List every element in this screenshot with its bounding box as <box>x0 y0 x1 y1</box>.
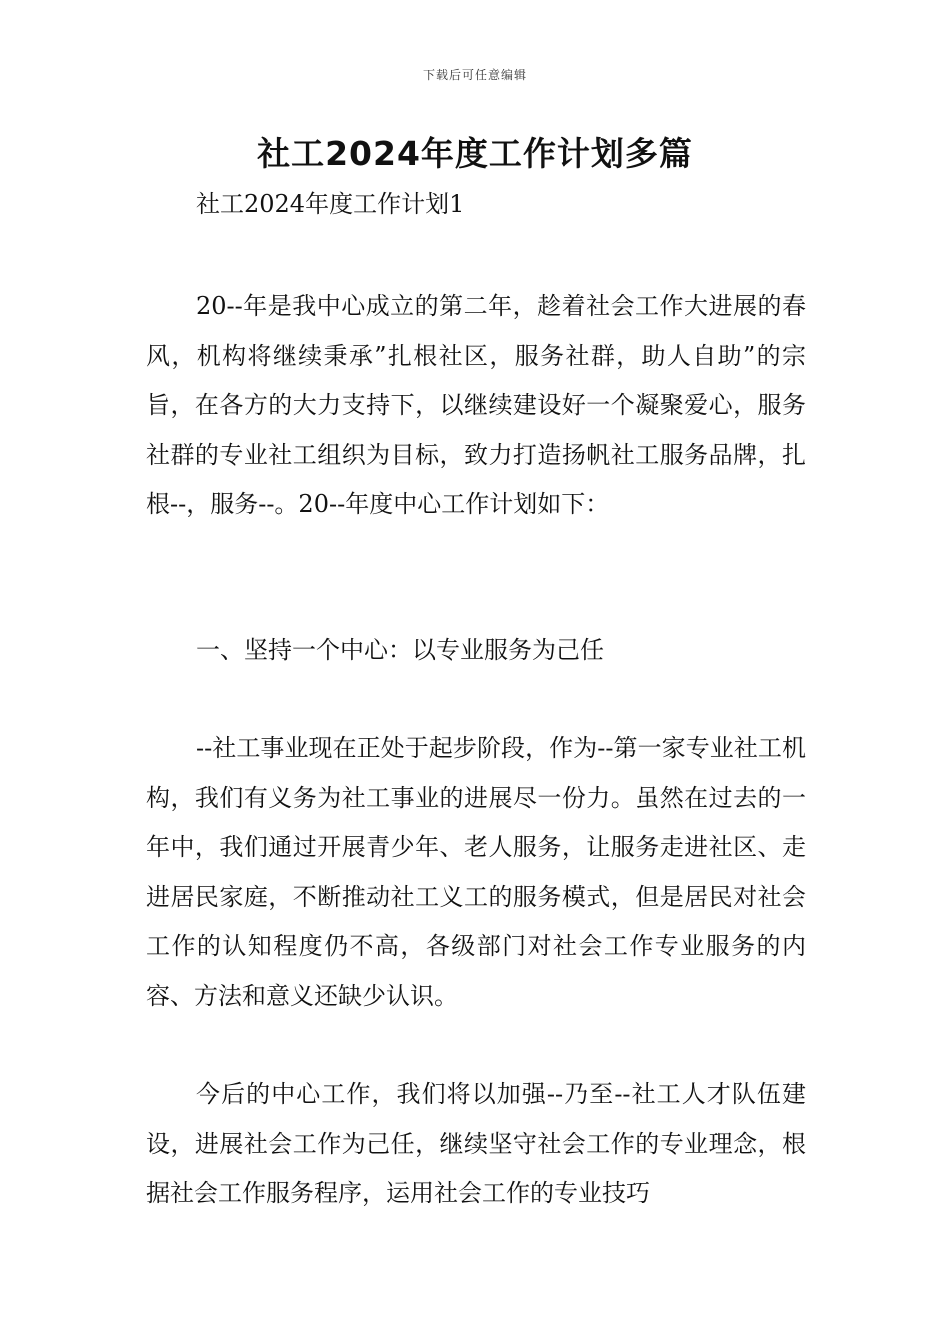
header-note: 下载后可任意编辑 <box>422 68 527 82</box>
paragraph-future-work: 今后的中心工作，我们将以加强--乃至--社工人才队伍建设，进展社会工作为己任，继续坚守社会工作的专业理念，根据社会工作服务程序，运用社会工作的专业技巧 <box>146 1080 806 1207</box>
section-heading: 一、坚持一个中心：以专业服务为己任 <box>196 636 604 664</box>
plan-subtitle: 社工2024年度工作计划1 <box>196 190 465 218</box>
document-title: 社工2024年度工作计划多篇 <box>257 134 693 173</box>
paragraph-intro: 20--年是我中心成立的第二年，趁着社会工作大进展的春风，机构将继续秉承”扎根社区，服务社群，助人自助”的宗旨，在各方的大力支持下，以继续建设好一个凝聚爱心，服务社群的专业社工组织为目标，致力打造扬帆社工服务品牌，扎根--，服务--。20--年度中心工作计划如下： <box>146 292 806 518</box>
paragraph-context: --社工事业现在正处于起步阶段，作为--第一家专业社工机构，我们有义务为社工事业的进展尽一份力。虽然在过去的一年中，我们通过开展青少年、老人服务，让服务走进社区、走进居民家庭，不断推动社工义工的服务模式，但是居民对社会工作的认知程度仍不高，各级部门对社会工作专业服务的内容、方法和意义还缺少认识。 <box>146 734 806 1010</box>
